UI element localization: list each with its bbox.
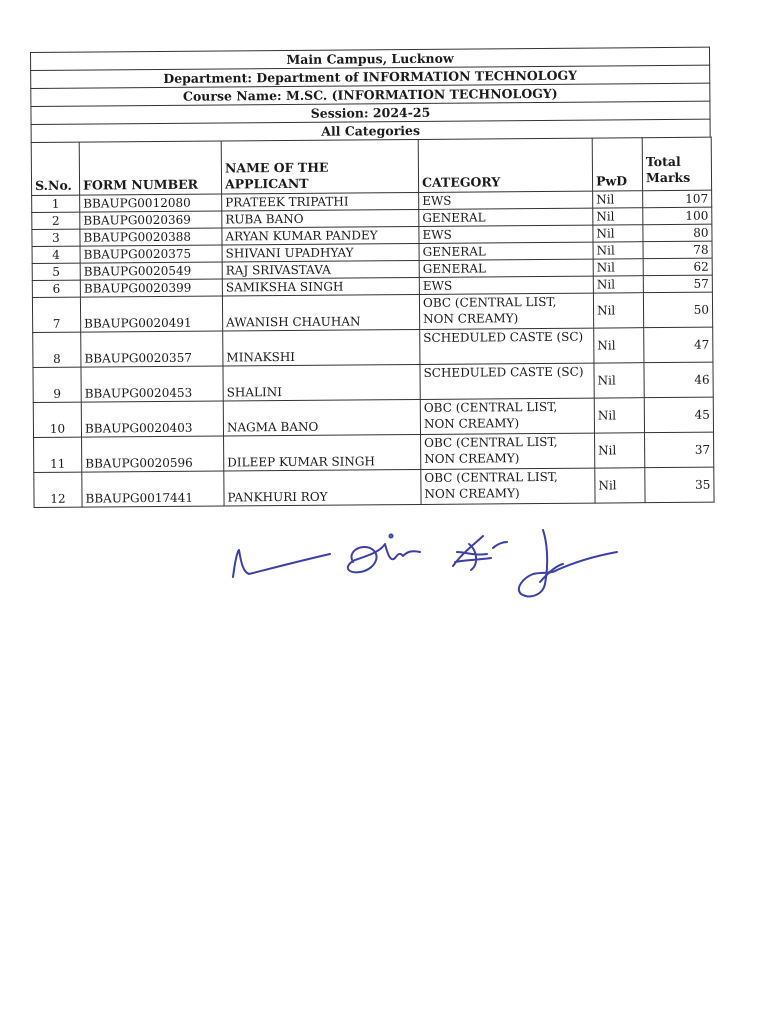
cell-sno: 4 xyxy=(32,246,80,263)
cell-category: SCHEDULED CASTE (SC) xyxy=(420,363,594,399)
cell-marks: 47 xyxy=(644,327,713,363)
cell-marks: 62 xyxy=(643,258,712,276)
cell-form-number: BBAUPG0020453 xyxy=(81,366,223,402)
cell-name: SHALINI xyxy=(223,364,420,401)
cell-pwd: Nil xyxy=(595,433,645,468)
course-title: Course Name: M.SC. (INFORMATION TECHNOLOGY) xyxy=(30,83,710,106)
cell-pwd: Nil xyxy=(593,242,643,259)
cell-name: RAJ SRIVASTAVA xyxy=(222,260,419,279)
cell-form-number: BBAUPG0020357 xyxy=(81,331,223,367)
cell-category: EWS xyxy=(419,276,593,294)
cell-pwd: Nil xyxy=(594,328,644,363)
cell-category: GENERAL xyxy=(419,242,593,260)
cell-sno: 10 xyxy=(33,402,81,437)
cell-form-number: BBAUPG0017441 xyxy=(82,471,224,507)
cell-name: DILEEP KUMAR SINGH xyxy=(224,434,421,471)
cell-marks: 80 xyxy=(643,224,712,242)
cell-marks: 107 xyxy=(643,190,712,208)
campus-title: Main Campus, Lucknow xyxy=(30,47,710,70)
col-pwd: PwD xyxy=(592,138,642,191)
handwritten-signatures-icon xyxy=(225,522,625,612)
cell-sno: 7 xyxy=(32,297,80,332)
cell-form-number: BBAUPG0020549 xyxy=(80,262,222,280)
cell-sno: 1 xyxy=(32,195,80,212)
cell-name: NAGMA BANO xyxy=(223,399,420,436)
cell-category: OBC (CENTRAL LIST, NON CREAMY) xyxy=(419,293,593,329)
cell-pwd: Nil xyxy=(594,363,644,398)
cell-form-number: BBAUPG0020369 xyxy=(80,211,222,229)
signature-ink xyxy=(233,530,617,596)
cell-name: SAMIKSHA SINGH xyxy=(222,277,419,296)
cell-sno: 9 xyxy=(33,367,81,402)
table-header-row xyxy=(31,137,711,195)
session-title: Session: 2024-25 xyxy=(30,101,710,124)
col-sno: S.No. xyxy=(31,142,79,195)
table-row xyxy=(32,292,712,332)
col-form-number: FORM NUMBER xyxy=(79,141,221,195)
cell-category: OBC (CENTRAL LIST, NON CREAMY) xyxy=(421,468,595,504)
cell-sno: 12 xyxy=(34,472,82,507)
cell-sno: 3 xyxy=(32,229,80,246)
col-category: CATEGORY xyxy=(418,138,592,192)
cell-name: RUBA BANO xyxy=(222,209,419,228)
cell-sno: 11 xyxy=(34,437,82,472)
cell-name: PANKHURI ROY xyxy=(224,469,421,506)
cell-pwd: Nil xyxy=(593,225,643,242)
cell-name: PRATEEK TRIPATHI xyxy=(222,192,419,211)
table-row xyxy=(34,467,714,507)
cell-sno: 5 xyxy=(32,263,80,280)
table-row xyxy=(33,362,713,402)
cell-pwd: Nil xyxy=(593,276,643,293)
col-applicant-name: NAME OF THE APPLICANT xyxy=(221,139,418,194)
cell-marks: 37 xyxy=(645,432,714,468)
cell-form-number: BBAUPG0020388 xyxy=(80,228,222,246)
cell-marks: 45 xyxy=(644,397,713,433)
cell-pwd: Nil xyxy=(593,208,643,225)
applicant-table xyxy=(31,137,715,508)
cell-marks: 78 xyxy=(643,241,712,259)
cell-name: MINAKSHI xyxy=(223,329,420,366)
department-title: Department: Department of INFORMATION TECHNOLOGY xyxy=(30,65,710,88)
cell-marks: 57 xyxy=(643,275,712,293)
cell-category: GENERAL xyxy=(419,208,593,226)
cell-marks: 46 xyxy=(644,362,713,398)
cell-form-number: BBAUPG0020596 xyxy=(82,436,224,472)
cell-marks: 35 xyxy=(645,467,714,503)
cell-name: AWANISH CHAUHAN xyxy=(222,294,419,331)
cell-form-number: BBAUPG0020403 xyxy=(81,401,223,437)
table-row xyxy=(34,432,714,472)
cell-category: EWS xyxy=(419,225,593,243)
cell-category: EWS xyxy=(419,191,593,209)
categories-title: All Categories xyxy=(31,119,711,142)
cell-category: GENERAL xyxy=(419,259,593,277)
cell-pwd: Nil xyxy=(595,468,645,503)
cell-form-number: BBAUPG0012080 xyxy=(80,194,222,212)
table-row xyxy=(33,327,713,367)
merit-list-sheet xyxy=(30,47,714,508)
cell-marks: 100 xyxy=(643,207,712,225)
cell-sno: 2 xyxy=(32,212,80,229)
cell-form-number: BBAUPG0020399 xyxy=(80,279,222,297)
cell-pwd: Nil xyxy=(593,293,643,328)
cell-category: SCHEDULED CASTE (SC) xyxy=(420,328,594,364)
cell-name: ARYAN KUMAR PANDEY xyxy=(222,226,419,245)
cell-category: OBC (CENTRAL LIST, NON CREAMY) xyxy=(421,433,595,469)
cell-form-number: BBAUPG0020375 xyxy=(80,245,222,263)
col-total-marks: Total Marks xyxy=(642,137,711,191)
cell-sno: 8 xyxy=(33,332,81,367)
cell-pwd: Nil xyxy=(594,398,644,433)
cell-marks: 50 xyxy=(643,292,712,328)
cell-form-number: BBAUPG0020491 xyxy=(80,296,222,332)
cell-category: OBC (CENTRAL LIST, NON CREAMY) xyxy=(420,398,594,434)
table-row xyxy=(33,397,713,437)
cell-name: SHIVANI UPADHYAY xyxy=(222,243,419,262)
cell-pwd: Nil xyxy=(593,191,643,208)
cell-sno: 6 xyxy=(32,280,80,297)
cell-pwd: Nil xyxy=(593,259,643,276)
